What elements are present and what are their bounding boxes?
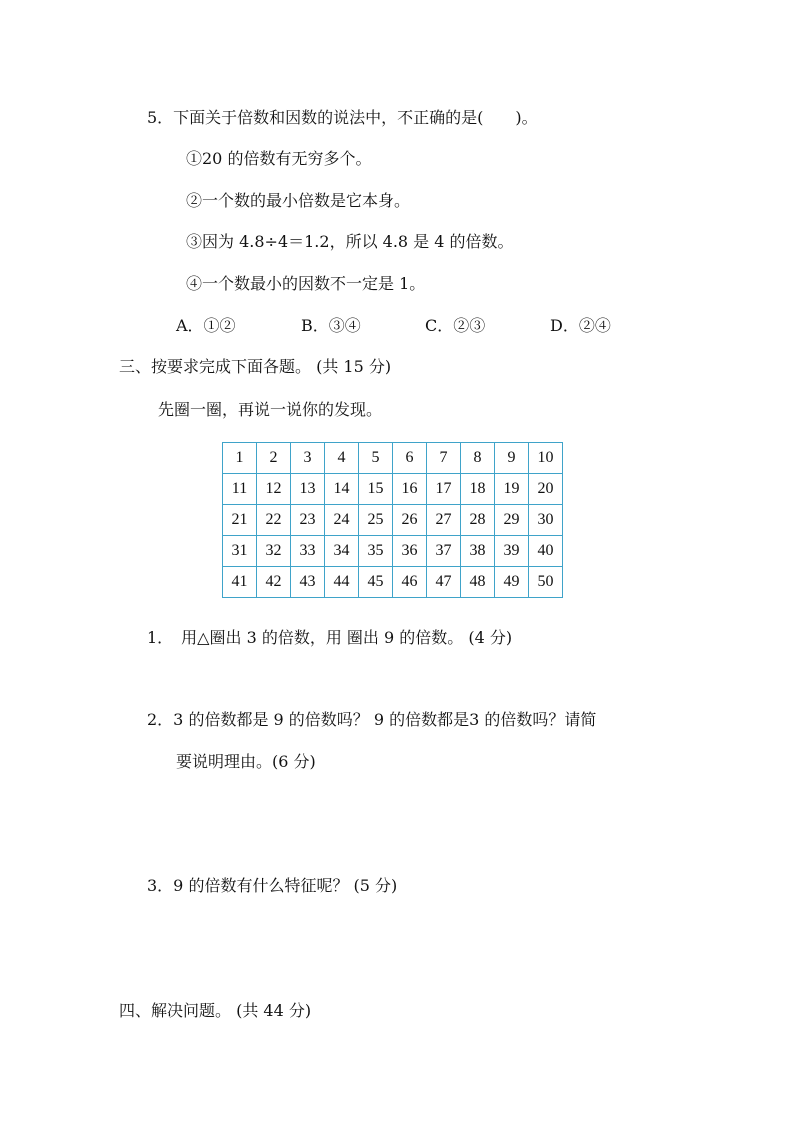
- grid-cell: 37: [427, 536, 461, 567]
- section-3-heading: 三、按要求完成下面各题。 (共 15 分): [119, 357, 392, 376]
- grid-cell: 47: [427, 567, 461, 598]
- grid-cell: 22: [257, 505, 291, 536]
- grid-cell: 16: [393, 474, 427, 505]
- statement-4: ④一个数最小的因数不一定是 1。: [186, 274, 426, 293]
- section-4-heading: 四、解决问题。 (共 44 分): [119, 1001, 312, 1020]
- grid-cell: 40: [529, 536, 563, 567]
- grid-cell: 17: [427, 474, 461, 505]
- sub-question-2-line-2: 要说明理由。(6 分): [176, 752, 316, 771]
- grid-cell: 10: [529, 443, 563, 474]
- sub-question-2-line-1: 2．3 的倍数都是 9 的倍数吗？ 9 的倍数都是3 的倍数吗？请简: [147, 710, 597, 729]
- grid-cell: 29: [495, 505, 529, 536]
- grid-row: [223, 505, 563, 536]
- grid-cell: 35: [359, 536, 393, 567]
- option-d: D．②④: [550, 316, 611, 335]
- grid-cell: 34: [325, 536, 359, 567]
- grid-cell: 42: [257, 567, 291, 598]
- statement-2: ②一个数的最小倍数是它本身。: [186, 191, 411, 210]
- grid-cell: 30: [529, 505, 563, 536]
- grid-cell: 8: [461, 443, 495, 474]
- grid-cell: 11: [223, 474, 257, 505]
- grid-cell: 41: [223, 567, 257, 598]
- question-5-stem: 5．下面关于倍数和因数的说法中，不正确的是( )。: [147, 108, 538, 127]
- grid-cell: 12: [257, 474, 291, 505]
- grid-cell: 5: [359, 443, 393, 474]
- grid-cell: 15: [359, 474, 393, 505]
- grid-cell: 4: [325, 443, 359, 474]
- grid-cell: 32: [257, 536, 291, 567]
- grid-cell: 1: [223, 443, 257, 474]
- grid-cell: 14: [325, 474, 359, 505]
- grid-row: [223, 536, 563, 567]
- grid-cell: 50: [529, 567, 563, 598]
- grid-row: [223, 567, 563, 598]
- number-grid: [222, 442, 563, 598]
- sub-question-1: 1． 用△圈出 3 的倍数，用 圈出 9 的倍数。 (4 分): [147, 628, 513, 647]
- grid-cell: 31: [223, 536, 257, 567]
- grid-cell: 23: [291, 505, 325, 536]
- grid-cell: 6: [393, 443, 427, 474]
- statement-3: ③因为 4.8÷4＝1.2，所以 4.8 是 4 的倍数。: [186, 232, 514, 251]
- option-b: B．③④: [301, 316, 361, 335]
- grid-cell: 24: [325, 505, 359, 536]
- grid-cell: 48: [461, 567, 495, 598]
- grid-cell: 38: [461, 536, 495, 567]
- grid-cell: 49: [495, 567, 529, 598]
- section-3-instruction: 先圈一圈，再说一说你的发现。: [158, 400, 383, 419]
- grid-cell: 7: [427, 443, 461, 474]
- grid-cell: 2: [257, 443, 291, 474]
- grid-cell: 25: [359, 505, 393, 536]
- grid-cell: 20: [529, 474, 563, 505]
- grid-cell: 9: [495, 443, 529, 474]
- sub-question-3: 3．9 的倍数有什么特征呢？ (5 分): [147, 876, 398, 895]
- grid-cell: 19: [495, 474, 529, 505]
- grid-cell: 26: [393, 505, 427, 536]
- grid-row: [223, 443, 563, 474]
- grid-cell: 27: [427, 505, 461, 536]
- grid-cell: 39: [495, 536, 529, 567]
- grid-cell: 33: [291, 536, 325, 567]
- grid-row: [223, 474, 563, 505]
- grid-cell: 44: [325, 567, 359, 598]
- statement-1: ①20 的倍数有无穷多个。: [186, 149, 372, 168]
- grid-cell: 3: [291, 443, 325, 474]
- grid-cell: 36: [393, 536, 427, 567]
- option-a: A．①②: [176, 316, 236, 335]
- grid-cell: 21: [223, 505, 257, 536]
- grid-cell: 45: [359, 567, 393, 598]
- grid-cell: 28: [461, 505, 495, 536]
- option-c: C．②③: [425, 316, 486, 335]
- grid-cell: 13: [291, 474, 325, 505]
- grid-cell: 18: [461, 474, 495, 505]
- grid-cell: 46: [393, 567, 427, 598]
- grid-cell: 43: [291, 567, 325, 598]
